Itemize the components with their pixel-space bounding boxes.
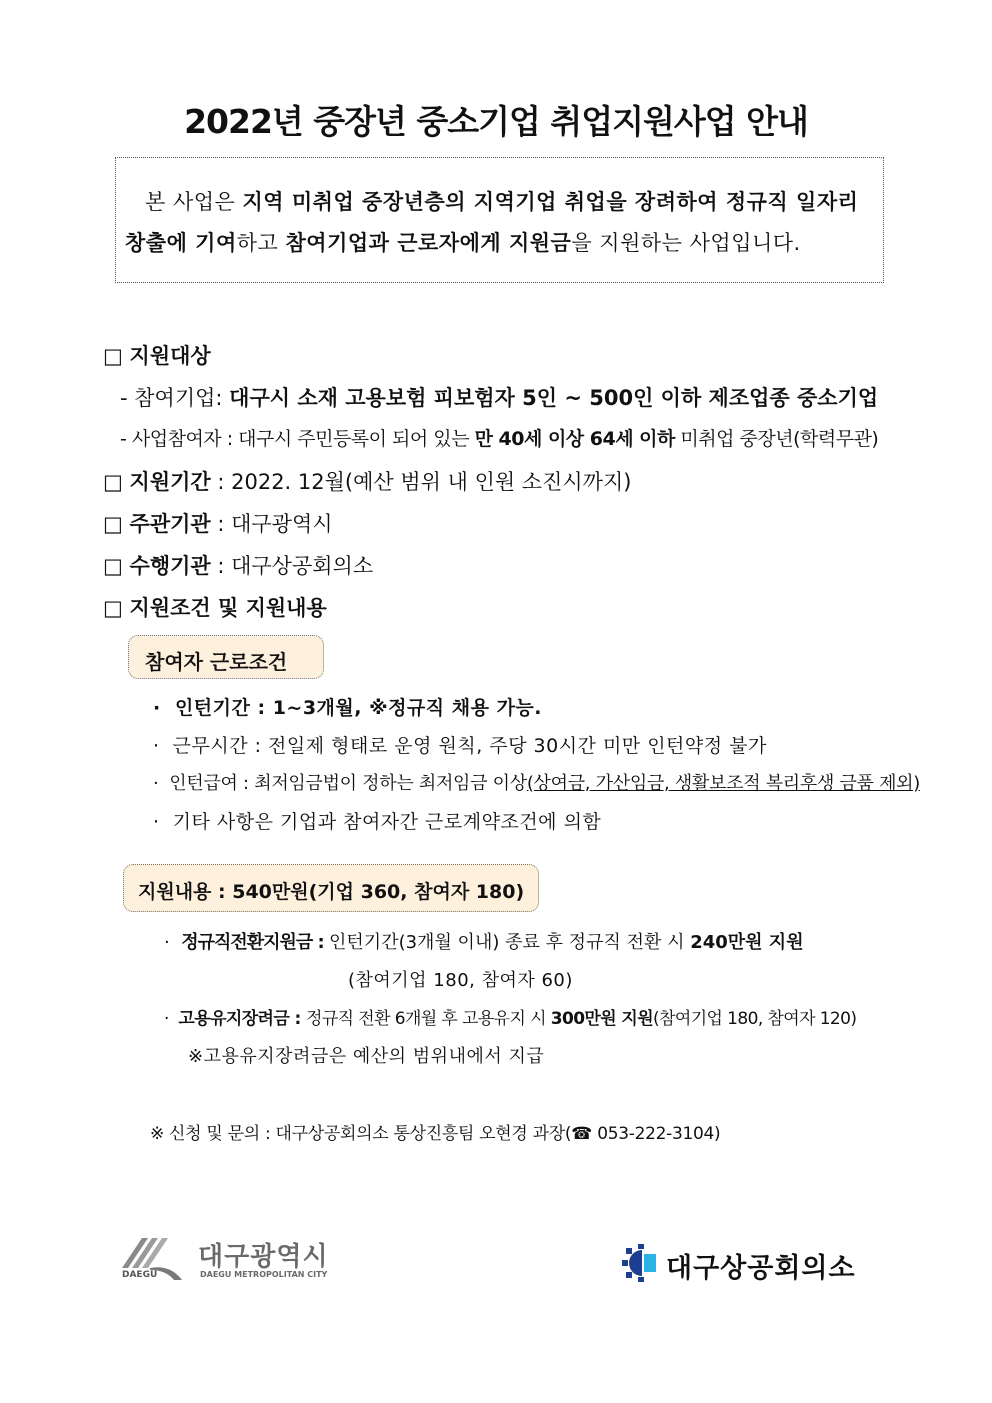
daegu-cci-logo: 대구상공회의소 xyxy=(622,1244,842,1284)
intro-line-1: 본 사업은 지역 미취업 중장년층의 지역기업 취업을 장려하여 정규직 일자리 xyxy=(145,190,859,214)
section-host: □ 주관기관 : 대구광역시 xyxy=(103,512,333,536)
bullet-intern-pay: · 인턴급여 : 최저임금법이 정하는 최저임금 이상(상여금, 가산임금, 생활보조적 복리후생 금품 제외) xyxy=(153,773,920,794)
bullet-others: · 기타 사항은 기업과 참여자간 근로계약조건에 의함 xyxy=(153,811,602,833)
section-target xyxy=(103,340,211,370)
target-company: - 참여기업: 대구시 소재 고용보험 피보험자 5인 ~ 500인 이하 제조업종 중소기업 xyxy=(120,386,879,410)
intro-box xyxy=(115,157,884,283)
work-conditions-tag: 참여자 근로조건 xyxy=(128,635,324,679)
checkbox-square-icon: □ xyxy=(103,470,123,494)
cci-gear-icon xyxy=(622,1244,662,1282)
checkbox-square-icon: □ xyxy=(103,554,123,578)
section-conditions: □ 지원조건 및 지원내용 xyxy=(103,596,327,620)
section-target-heading: 지원대상 xyxy=(129,344,211,368)
support-conversion: · 정규직전환지원금 : 인턴기간(3개월 이내) 종료 후 정규직 전환 시 240만원 지원 xyxy=(164,932,804,953)
daegu-city-logo: DAEGU 대구광역시 DAEGU METROPOLITAN CITY xyxy=(120,1234,330,1286)
checkbox-square-icon: □ xyxy=(103,344,123,368)
support-conversion-note: (참여기업 180, 참여자 60) xyxy=(348,970,573,991)
support-retention-note: ※고용유지장려금은 예산의 범위내에서 지급 xyxy=(188,1046,545,1067)
page-title: 2022년 중장년 중소기업 취업지원사업 안내 xyxy=(184,102,808,141)
section-period: □ 지원기간 : 2022. 12월(예산 범위 내 인원 소진시까지) xyxy=(103,470,632,494)
support-tag: 지원내용 : 540만원(기업 360, 참여자 180) xyxy=(123,864,539,912)
intro-line-2: 창출에 기여하고 참여기업과 근로자에게 지원금을 지원하는 사업입니다. xyxy=(125,231,801,255)
target-participant: - 사업참여자 : 대구시 주민등록이 되어 있는 만 40세 이상 64세 이하 미취업 중장년(학력무관) xyxy=(120,428,879,450)
checkbox-square-icon: □ xyxy=(103,596,123,620)
section-operator: □ 수행기관 : 대구상공회의소 xyxy=(103,554,374,578)
support-retention: · 고용유지장려금 : 정규직 전환 6개월 후 고용유지 시 300만원 지원(참여기업 180, 참여자 120) xyxy=(164,1009,857,1029)
bullet-work-hours: · 근무시간 : 전일제 형태로 운영 원칙, 주당 30시간 미만 인턴약정 불가 xyxy=(153,735,767,757)
checkbox-square-icon: □ xyxy=(103,512,123,536)
bullet-intern-period: · 인턴기간 : 1~3개월, ※정규직 채용 가능. xyxy=(153,697,542,719)
contact-info: ※ 신청 및 문의 : 대구상공회의소 통상진흥팀 오현경 과장(☎ 053-222-3104) xyxy=(150,1124,721,1144)
